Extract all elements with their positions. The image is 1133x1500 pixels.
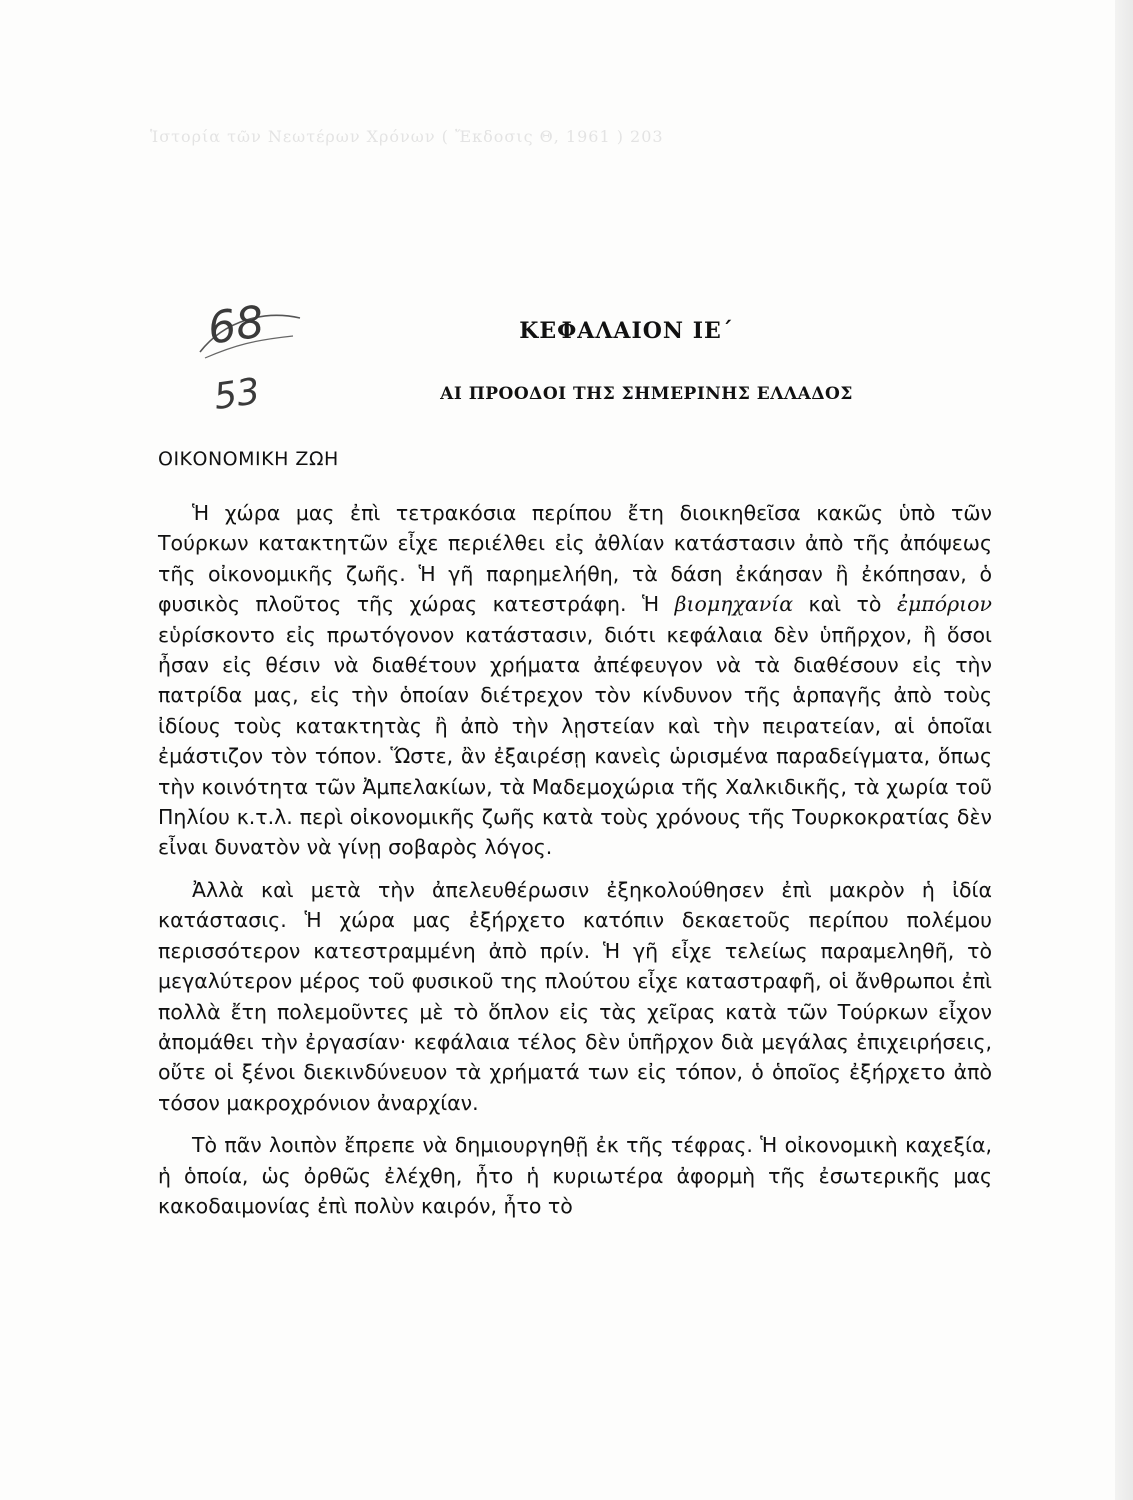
paragraph-1-part-b: καὶ τὸ bbox=[808, 592, 882, 617]
chapter-subtitle-text: ΑΙ ΠΡΟΟΔΟΙ ΤΗΣ ΣΗΜΕΡΙΝΗΣ ΕΛΛΑΔΟΣ bbox=[440, 384, 853, 404]
section-heading: ΟΙΚΟΝΟΜΙΚΗ ΖΩΗ bbox=[158, 448, 339, 470]
chapter-title bbox=[0, 318, 1133, 344]
pencil-mark-68: 68 bbox=[204, 296, 268, 355]
pencil-mark-53: 53 bbox=[211, 371, 263, 418]
paragraph-1-part-c: εὑρίσκοντο εἰς πρωτόγονον κατάστασιν, διότι κεφάλαια δὲν ὑπῆρχον, ἢ ὅσοι ἦσαν εἰς θέσιν νὰ διαθέτουν χρήματα ἀπέφευγον νὰ τὰ διαθέσουν εἰς τὴν πατρίδα μας, εἰς τὴν ὁποίαν διέτρεχον τὸν κίνδυνον τῆς ἁρπαγῆς ἀπὸ τοὺς ἰδίους τοὺς κατακτητὰς ἢ ἀπὸ τὴν λῃστείαν καὶ τὴν πειρατείαν, αἱ ὁποῖαι ἐμάστιζον τὸν τόπον. Ὥστε, ἂν ἐξαιρέσῃ κανεὶς ὡρισμένα παραδείγματα, ὅπως τὴν κοινότητα τῶν Ἀμπελακίων, τὰ Μαδεμοχώρια τῆς Χαλκιδικῆς, τὰ χωρία τοῦ Πηλίου κ.τ.λ. περὶ οἰκονομικῆς ζωῆς κατὰ τοὺς χρόνους τῆς Τουρκοκρατίας δὲν εἶναι δυνατὸν νὰ γίνῃ σοβαρὸς λόγος. bbox=[158, 622, 992, 860]
emphasis-commerce: ἐμπόριον bbox=[896, 592, 992, 617]
paragraph-1 bbox=[158, 498, 992, 863]
body-text bbox=[158, 498, 992, 1221]
chapter-subtitle bbox=[0, 384, 1133, 404]
chapter-title-text: ΚΕΦΑΛΑΙΟΝ ΙΕ΄ bbox=[519, 318, 734, 344]
paragraph-2: Ἀλλὰ καὶ μετὰ τὴν ἀπελευθέρωσιν ἐξηκολούθησεν ἐπὶ μακρὸν ἡ ἰδία κατάστασις. Ἡ χώρα μας ἐξήρχετο κατόπιν δεκαετοῦς περίπου πολέμου περισσότερον κατεστραμμένη ἀπὸ πρίν. Ἡ γῆ εἶχε τελείως παραμεληθῆ, τὸ μεγαλύτερον μέρος τοῦ φυσικοῦ της πλούτου εἶχε καταστραφῆ, οἱ ἄνθρωποι ἐπὶ πολλὰ ἔτη πολεμοῦντες μὲ τὸ ὅπλον εἰς τὰς χεῖρας κατὰ τῶν Τούρκων εἶχον ἀπομάθει τὴν ἐργασίαν· κεφάλαια τέλος δὲν ὑπῆρχον διὰ μεγάλας ἐπιχειρήσεις, οὔτε οἱ ξένοι διεκινδύνευον τὰ χρήματά των εἰς τόπον, ὁ ὁποῖος ἐξήρχετο ἀπὸ τόσον μακροχρόνιον ἀναρχίαν. bbox=[158, 877, 992, 1115]
emphasis-industry: βιομηχανία bbox=[674, 592, 794, 617]
paragraph-3: Τὸ πᾶν λοιπὸν ἔπρεπε νὰ δημιουργηθῇ ἐκ τῆς τέφρας. Ἡ οἰκονομικὴ καχεξία, ἡ ὁποία, ὡς ὀρθῶς ἐλέχθη, ἦτο ἡ κυριωτέρα ἀφορμὴ τῆς ἐσωτερικῆς μας κακοδαιμονίας ἐπὶ πολὺν καιρόν, ἦτο τὸ bbox=[158, 1133, 992, 1218]
paragraph-1-part-a: Ἡ χώρα μας ἐπὶ τετρακόσια περίπου ἔτη διοικηθεῖσα κακῶς ὑπὸ τῶν Τούρκων κατακτητῶν εἶχε περιέλθει εἰς ἀθλίαν κατάστασιν ἀπὸ τῆς ἀπόψεως τῆς οἰκονομικῆς ζωῆς. Ἡ γῆ παρημελήθη, τὰ δάση ἐκάησαν ἢ ἐκόπησαν, ὁ φυσικὸς πλοῦτος τῆς χώρας κατεστράφη. Ἡ bbox=[158, 501, 992, 617]
page-edge-shadow bbox=[1115, 0, 1133, 1500]
bleed-through-header: Ἱστορία τῶν Νεωτέρων Χρόνων ( Ἔκδοσις Θ, 1961 ) 203 bbox=[150, 127, 664, 146]
